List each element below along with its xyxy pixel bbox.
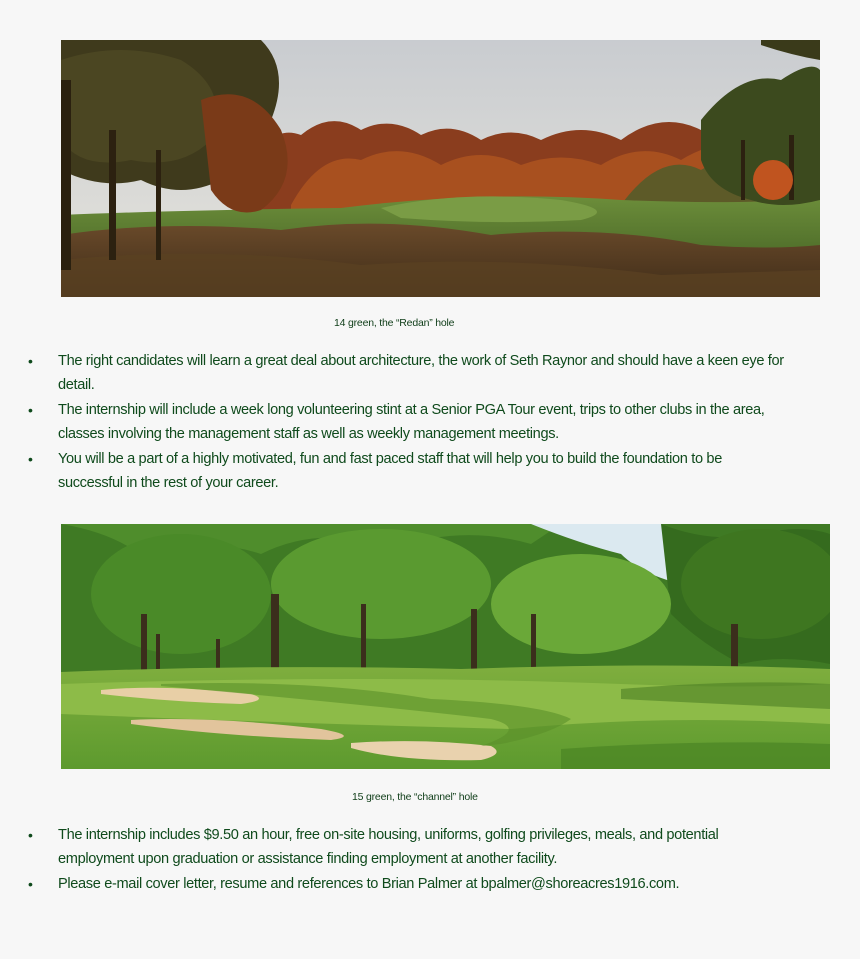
bullet-icon: • (28, 451, 33, 467)
list-item (28, 823, 788, 871)
list-item (28, 349, 788, 397)
photo-caption: 14 green, the “Redan” hole (334, 317, 455, 329)
list-item (28, 872, 788, 896)
redan-hole-photo (61, 40, 820, 297)
list-item (28, 447, 788, 495)
bullet-list (28, 349, 788, 496)
list-item-text: The right candidates will learn a great deal about architecture, the work of Seth Raynor and should have a keen eye for detail. (58, 353, 784, 393)
bullet-icon: • (28, 402, 33, 418)
photo-caption: 15 green, the “channel” hole (352, 791, 478, 803)
list-item-text: The internship includes $9.50 an hour, free on-site housing, uniforms, golfing privileges, meals, and potential employment upon graduation or assistance finding employment at another facility. (58, 827, 719, 867)
list-item (28, 398, 788, 446)
bullet-icon: • (28, 353, 33, 369)
channel-hole-photo (61, 524, 830, 769)
list-item-text: The internship will include a week long volunteering stint at a Senior PGA Tour event, trips to other clubs in the area, classes involving the management staff as well as weekly management meetings. (58, 402, 765, 442)
bullet-list (28, 823, 788, 897)
bullet-icon: • (28, 827, 33, 843)
bullet-icon: • (28, 876, 33, 892)
list-item-text: You will be a part of a highly motivated, fun and fast paced staff that will help you to build the foundation to be successful in the rest of your career. (58, 451, 722, 491)
list-item-text: Please e-mail cover letter, resume and references to Brian Palmer at bpalmer@shoreacres1916.com. (58, 876, 680, 892)
